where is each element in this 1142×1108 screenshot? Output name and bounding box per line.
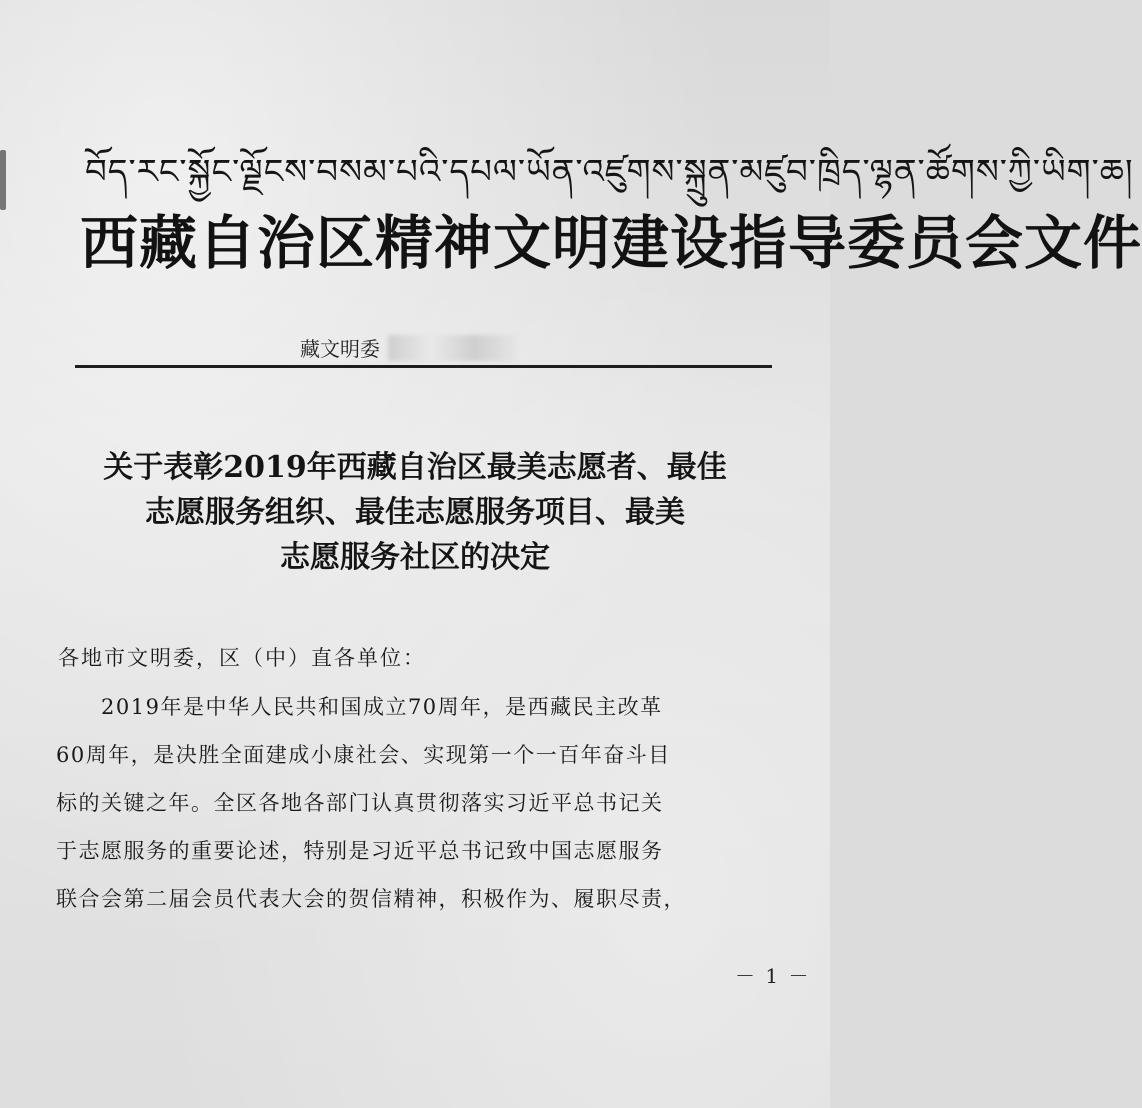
body-line: 联合会第二届会员代表大会的贺信精神，积极作为、履职尽责，: [56, 887, 686, 911]
decision-title-line: 志愿服务社区的决定: [280, 540, 550, 575]
tibetan-header-title: བོད་རང་སྐྱོང་ལྗོངས་བསམ་པའི་དཔལ་ཡོན་འཛུགས་སྐྲུན་མཛུབ་ཁྲིད་ལྷན་ཚོགས་ཀྱི་ཡིག་ཆ།: [85, 152, 1134, 192]
body-paragraph: [56, 683, 786, 923]
document-number: [300, 333, 518, 362]
document-header-title: 西藏自治区精神文明建设指导委员会文件: [80, 209, 1142, 277]
decision-title-line: 志愿服务组织、最佳志愿服务项目、最美: [145, 495, 685, 530]
body-line: 于志愿服务的重要论述，特别是习近平总书记致中国志愿服务: [56, 839, 664, 863]
body-line: 标的关键之年。全区各地各部门认真贯彻落实习近平总书记关: [56, 791, 664, 815]
header-divider: [75, 365, 772, 368]
decision-title-line: 关于表彰2019年西藏自治区最美志愿者、最佳: [103, 450, 727, 485]
body-line: 2019年是中华人民共和国成立70周年，是西藏民主改革: [56, 695, 663, 719]
page-number: － 1 －: [735, 964, 811, 988]
page-edge-shadow: [0, 150, 6, 210]
salutation: 各地市文明委，区（中）直各单位：: [58, 646, 426, 670]
redacted-number: [388, 335, 518, 361]
decision-title: [60, 445, 770, 580]
document-number-prefix: 藏文明委: [300, 337, 380, 361]
body-line: 60周年，是决胜全面建成小康社会、实现第一个一百年奋斗目: [56, 743, 671, 767]
